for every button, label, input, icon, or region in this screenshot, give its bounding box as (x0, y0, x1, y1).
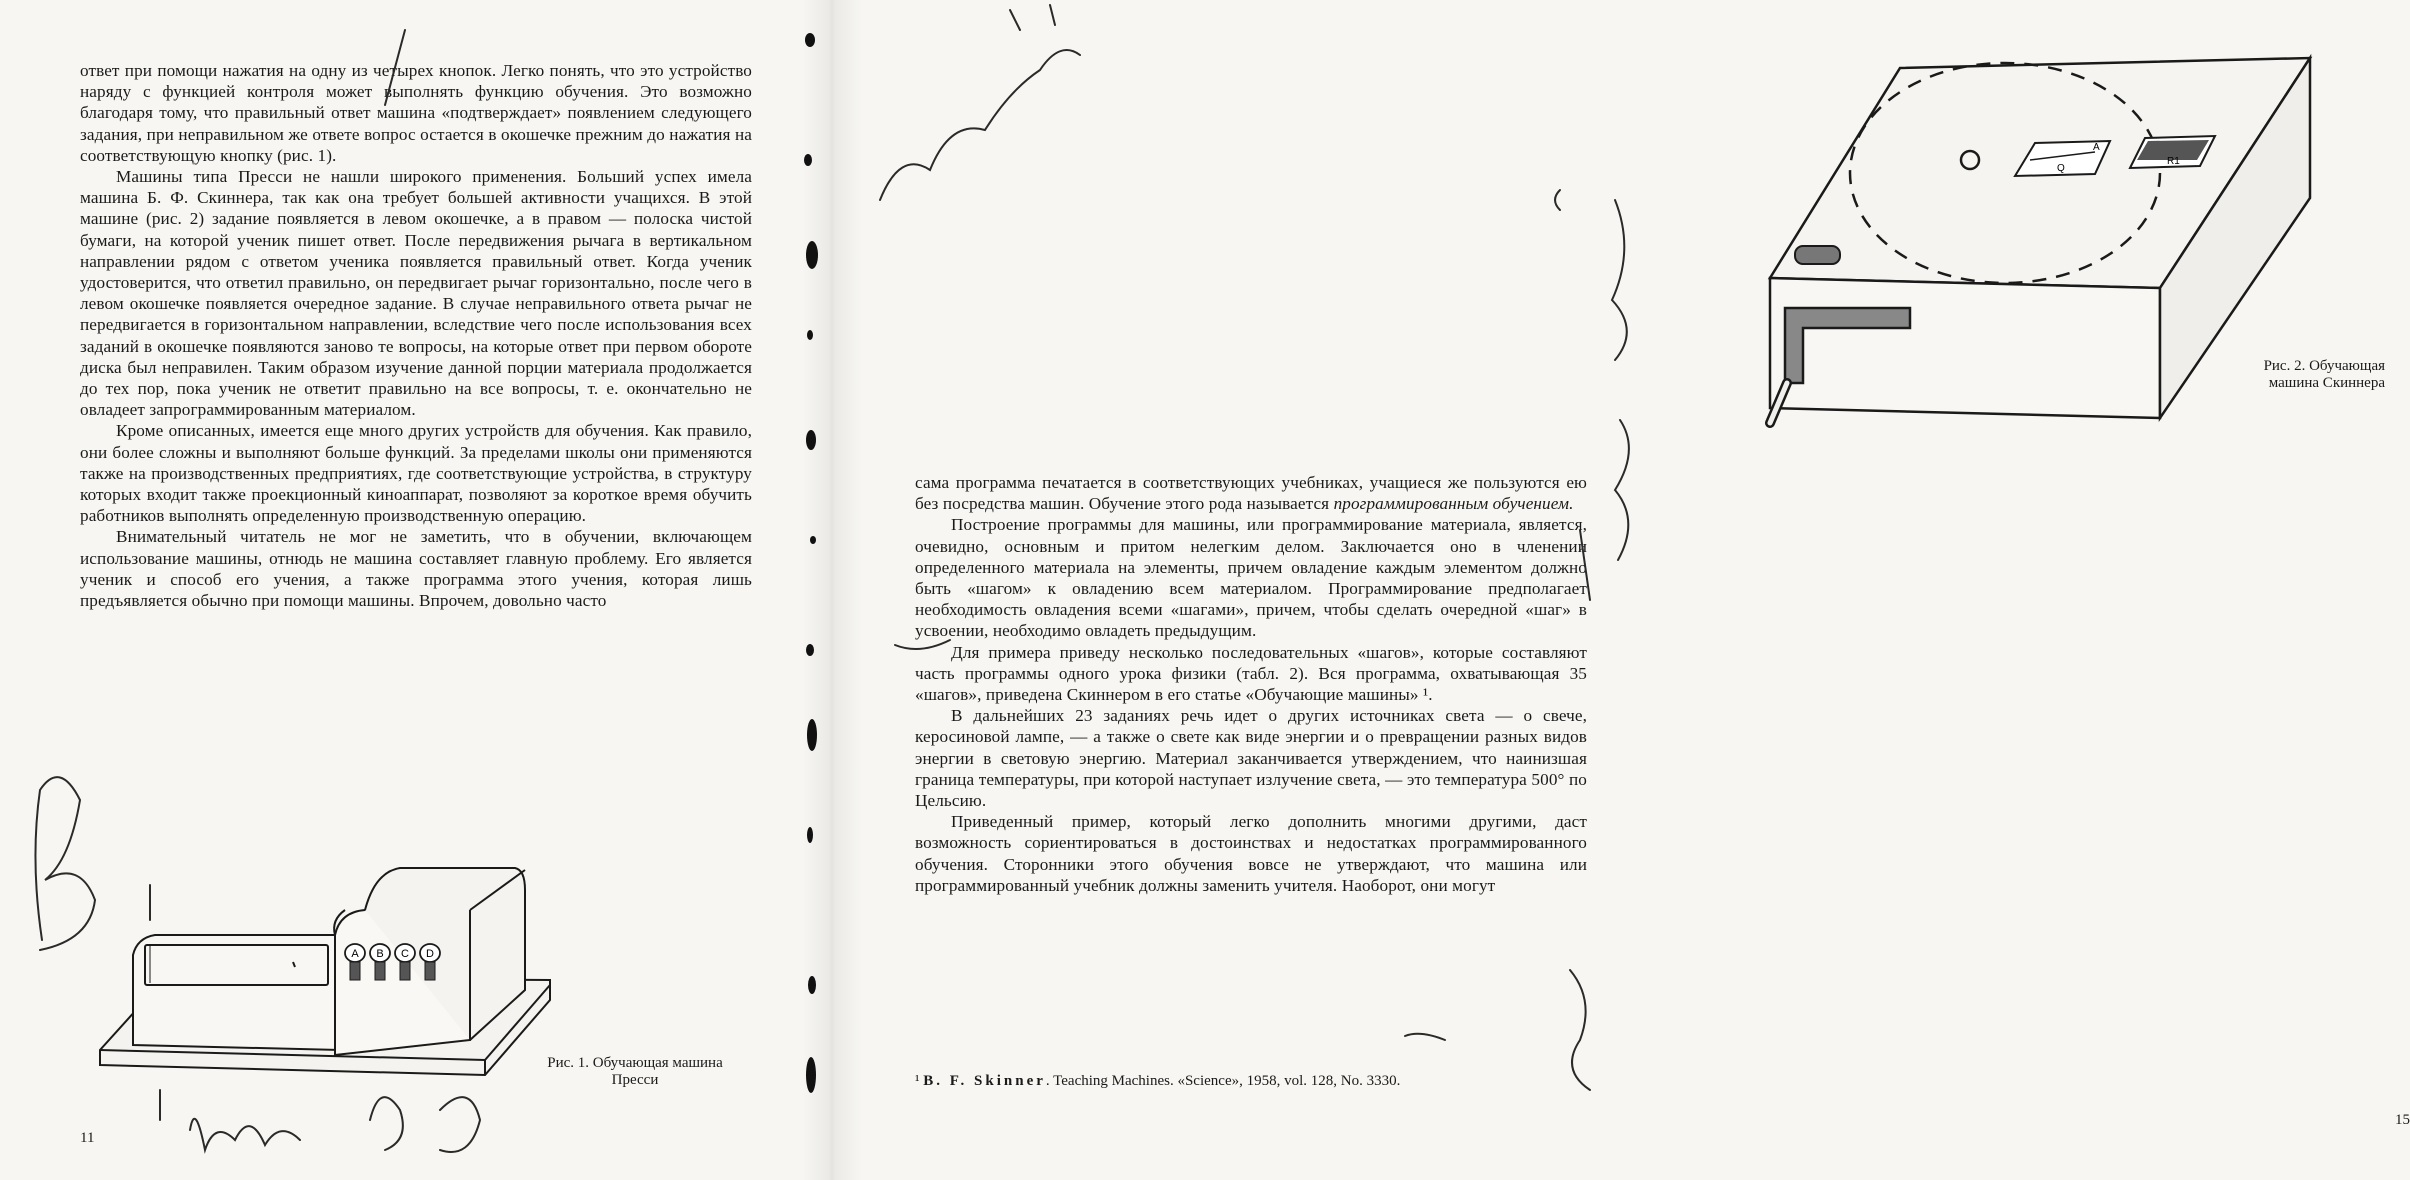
left-paragraph-2: Машины типа Пресси не нашли широкого применения. Больший успех имела машина Б. Ф. Скиннера, так как она требует большей активности учащихся. В этой машине (рис. 2) задание появляется в левом окошечке, а в правом — полоска чистой бумаги, на которой ученик пишет ответ. После передвижения рычага в вертикальном направлении рядом с ответом ученика появляется правильный ответ. Когда ученик удостоверится, что ответил правильно, он передвигает рычаг горизонтально, после чего в левом окошечке появляется очередное задание. В случае неправильного ответа рычаг не передвигается в горизонтальном направлении, вследствие чего после использования всех заданий в окошечке появляются заново те вопросы, на которые ответ при первом обороте диска был неправилен. Таким образом изучение данной порции материала продолжается до тех пор, пока ученик не ответит правильно на все вопросы, т. е. окончательно не овладеет запрограммированным материалом. (80, 167, 752, 420)
left-page (0, 0, 825, 1180)
scan-specks (800, 0, 860, 1180)
answer-window-label: R1 (2167, 156, 2180, 167)
left-page-number: 11 (80, 1130, 95, 1146)
footnote-author: B. F. Skinner (923, 1073, 1046, 1089)
question-window-corner-label: A (2093, 142, 2100, 153)
footnote-marker: ¹ (915, 1073, 920, 1089)
right-paragraph-1-text: сама программа печатается в соответствующих учебниках, учащиеся же пользуются ею без посредства машин. Обучение этого рода называется (915, 473, 1587, 514)
right-paragraph-4: В дальнейших 23 заданиях речь идет о других источниках света — о свече, керосиновой лампе, — а также о свете как виде энергии и о превращении разных видов энергии в световую энергию. Материал заканчивается утверждением, что наинизшая граница температуры, при которой наступает излучение света, — это температура 500° по Цельсию. (915, 706, 1587, 811)
key-c-label: C (401, 948, 409, 960)
answer-window (2130, 136, 2215, 168)
key-d-label: D (426, 948, 434, 960)
left-paragraph-4: Внимательный читатель не мог не заметить, что в обучении, включающем использование машины, отнюдь не машина составляет главную проблему. Его является ученик и способ его учения, а также программа этого учения, которая лишь предъявляется обычно при помощи машины. Впрочем, довольно часто (80, 527, 752, 611)
programmed-learning-term: программированным обучением. (1333, 494, 1574, 514)
figure-1-caption: Рис. 1. Обучающая машина Пресси (547, 1055, 723, 1088)
footnote (915, 1072, 1575, 1090)
left-paragraph-3: Кроме описанных, имеется еще много других устройств для обучения. Как правило, они более сложны и выполняют больше функций. За пределами школы они применяются также на производственных предприятиях, где соответствующие устройства, в структуру которых входит также проекционный киноаппарат, позволяют за короткое время обучить работников выполнять определенную производственную операцию. (80, 421, 752, 526)
pressey-machine-figure (95, 850, 585, 1100)
key-a-label: A (351, 948, 359, 960)
right-paragraph-1 (915, 472, 1587, 514)
footnote-reference: . Teaching Machines. «Science», 1958, vol. 128, No. 3330. (1045, 1073, 1401, 1089)
figure-2-caption: Рис. 2. Обучающая машина Скиннера (2263, 358, 2385, 391)
right-page-number: 15 (2395, 1112, 2410, 1128)
right-paragraph-5: Приведенный пример, который легко дополнить многими другими, даст возможность сориентироваться в достоинствах и недостатках программированного обучения. Сторонники этого обучения вовсе не утверждают, что машина или программированный учебник должны заменить учителя. Наоборот, они могут (915, 812, 1587, 895)
right-paragraph-3: Для примера приведу несколько последовательных «шагов», которые составляют часть программы одного урока физики (табл. 2). Вся программа, охватывающая 35 «шагов», приведена Скиннером в его статье «Обучающие машины» ¹. (915, 642, 1587, 705)
question-window-label: Q (2057, 163, 2065, 174)
key-b-label: B (376, 948, 384, 960)
left-page-text (80, 60, 752, 611)
right-paragraph-2: Построение программы для машины, или программирование материала, является, очевидно, основным и притом нелегким делом. Заключается оно в членении определенного материала на элементы, причем овладение каждым элементом должно быть «шагом» к овладению всем материалом. Программирование предполагает необходимость овладения всеми «шагами», причем, чтобы сделать очередной «шаг» в усвоении, необходимо овладеть предыдущим. (915, 515, 1587, 641)
right-page-text (915, 472, 1587, 896)
left-paragraph-1: ответ при помощи нажатия на одну из четырех кнопок. Легко понять, что это устройство наряду с функцией контроля может выполнять функцию обучения. Это возможно благодаря тому, что правильный ответ машина «подтверждает» появлением следующего задания, при неправильном же ответе вопрос остается в окошечке прежним до нажатия на соответствующую кнопку (рис. 1). (80, 61, 752, 165)
